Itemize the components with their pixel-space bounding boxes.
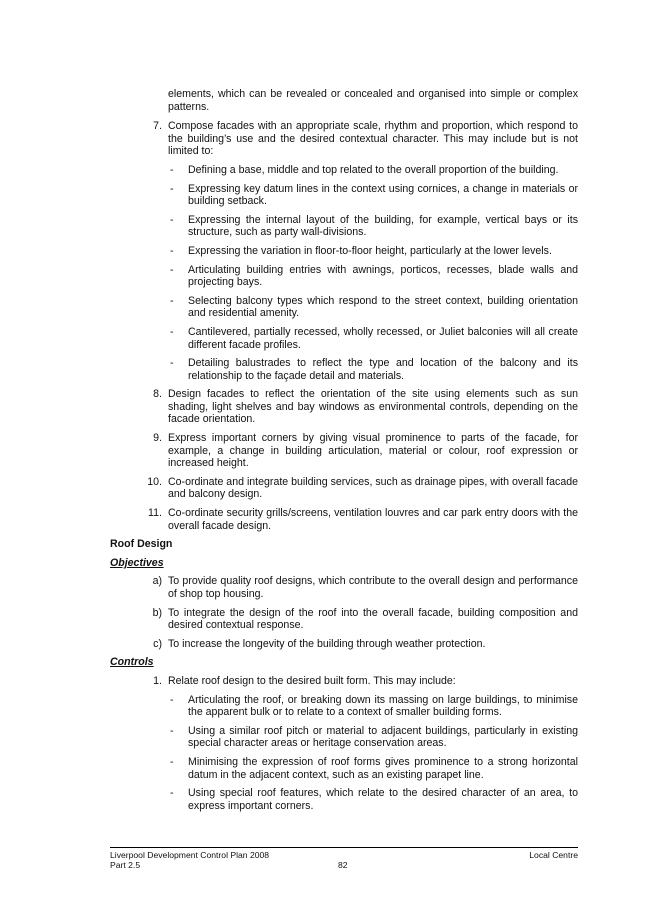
list-item-8 <box>110 388 578 426</box>
bullet-item <box>168 295 578 320</box>
bullet-item <box>168 183 578 208</box>
bullet-text: Cantilevered, partially recessed, wholly recessed, or Juliet balconies will all create different facade profiles. <box>188 325 578 351</box>
list-text: Relate roof design to the desired built form. This may include: <box>168 674 456 687</box>
list-item-11 <box>110 507 578 532</box>
list-item-7 <box>110 120 578 158</box>
bullet-dash: - <box>170 263 174 276</box>
list-item-9 <box>110 432 578 470</box>
bullet-text: Using special roof features, which relate to the desired character of an area, to express important corners. <box>188 787 578 812</box>
bullet-dash: - <box>170 182 174 195</box>
bullet-dash: - <box>170 787 174 800</box>
bullet-item <box>168 164 578 177</box>
bullet-dash: - <box>170 724 174 737</box>
bullet-item <box>168 725 578 750</box>
bullet-item <box>168 756 578 781</box>
bullet-text: Articulating building entries with awnings, porticos, recesses, blade walls and projecting bays. <box>188 263 578 289</box>
bullet-dash: - <box>170 325 174 338</box>
list-number: 10. <box>147 475 162 488</box>
paragraph-continuation: elements, which can be revealed or concealed and organised into simple or complex patterns. <box>168 88 578 113</box>
bullet-text: Using a similar roof pitch or material to adjacent buildings, particularly in existing special character areas or heritage conservation areas. <box>188 724 578 750</box>
bullet-text: Defining a base, middle and top related to the overall proportion of the building. <box>188 163 559 176</box>
bullet-dash: - <box>170 755 174 768</box>
list-number: c) <box>153 637 162 650</box>
list-text: To integrate the design of the roof into the overall facade, building composition and desired contextual response. <box>168 606 578 632</box>
control-item-1 <box>110 675 578 688</box>
section-heading-roof-design: Roof Design <box>110 538 173 551</box>
bullet-item <box>168 214 578 239</box>
list-text: Design facades to reflect the orientation of the site using elements such as sun shading, light shelves and bay windows as environmental controls, depending on the facade orientation. <box>168 388 578 426</box>
bullet-text: Minimising the expression of roof forms gives prominence to a strong horizontal datum in the adjacent context, such as an existing parapet line. <box>188 755 578 781</box>
list-number: 7. <box>153 120 162 133</box>
bullet-item <box>168 694 578 719</box>
bullet-dash: - <box>170 213 174 226</box>
page-content <box>110 88 578 818</box>
bullet-text: Selecting balcony types which respond to the street context, building orientation and residential amenity. <box>188 294 578 320</box>
bullet-dash: - <box>170 693 174 706</box>
bullet-text: Expressing the internal layout of the building, for example, vertical bays or its structure, such as party wall-divisions. <box>188 213 578 239</box>
objective-item-a <box>110 575 578 600</box>
list-number: 9. <box>153 432 162 445</box>
bullet-dash: - <box>170 244 174 257</box>
bullet-text: Expressing key datum lines in the context using cornices, a change in materials or building setback. <box>188 182 578 208</box>
footer-document-title: Liverpool Development Control Plan 2008 <box>110 850 270 860</box>
bullet-text: Detailing balustrades to reflect the type and location of the balcony and its relationship to the façade detail and materials. <box>188 357 578 382</box>
bullet-item <box>168 357 578 382</box>
bullet-dash: - <box>170 163 174 176</box>
list-text: Compose facades with an appropriate scale, rhythm and proportion, which respond to the building’s use and the desired contextual character. This may include but is not limited to: <box>168 120 578 158</box>
list-text: To provide quality roof designs, which contribute to the overall design and performance of shop top housing. <box>168 575 578 600</box>
list-text: Express important corners by giving visual prominence to parts of the facade, for example, a change in building articulation, material or colour, roof expression or increased height. <box>168 432 578 470</box>
list-number: 8. <box>153 388 162 401</box>
page-footer <box>110 847 578 870</box>
bullet-text: Expressing the variation in floor-to-floor height, particularly at the lower levels. <box>188 244 552 257</box>
bullet-dash: - <box>170 294 174 307</box>
list-number: a) <box>152 575 162 588</box>
bullet-item <box>168 326 578 351</box>
bullet-dash: - <box>170 357 174 370</box>
list-text: Co-ordinate and integrate building services, such as drainage pipes, with overall facade and balcony design. <box>168 475 578 501</box>
objective-item-c <box>110 638 578 651</box>
subheading-controls: Controls <box>110 656 154 669</box>
bullet-item <box>168 787 578 812</box>
list-number: b) <box>152 606 162 619</box>
bullet-item <box>168 245 578 258</box>
list-text: Co-ordinate security grills/screens, ventilation louvres and car park entry doors with the overall facade design. <box>168 507 578 532</box>
list-number: 1. <box>153 674 162 687</box>
footer-part-label: Part 2.5 <box>110 860 141 870</box>
page-number: 82 <box>338 860 348 870</box>
footer-section-name: Local Centre <box>529 850 578 860</box>
bullet-item <box>168 264 578 289</box>
objective-item-b <box>110 607 578 632</box>
list-item-10 <box>110 476 578 501</box>
subheading-objectives: Objectives <box>110 556 164 569</box>
list-text: To increase the longevity of the building through weather protection. <box>168 637 486 650</box>
list-number: 11. <box>148 507 162 520</box>
bullet-text: Articulating the roof, or breaking down its massing on large buildings, to minimise the apparent bulk or to relate to a context of smaller building forms. <box>188 693 578 719</box>
